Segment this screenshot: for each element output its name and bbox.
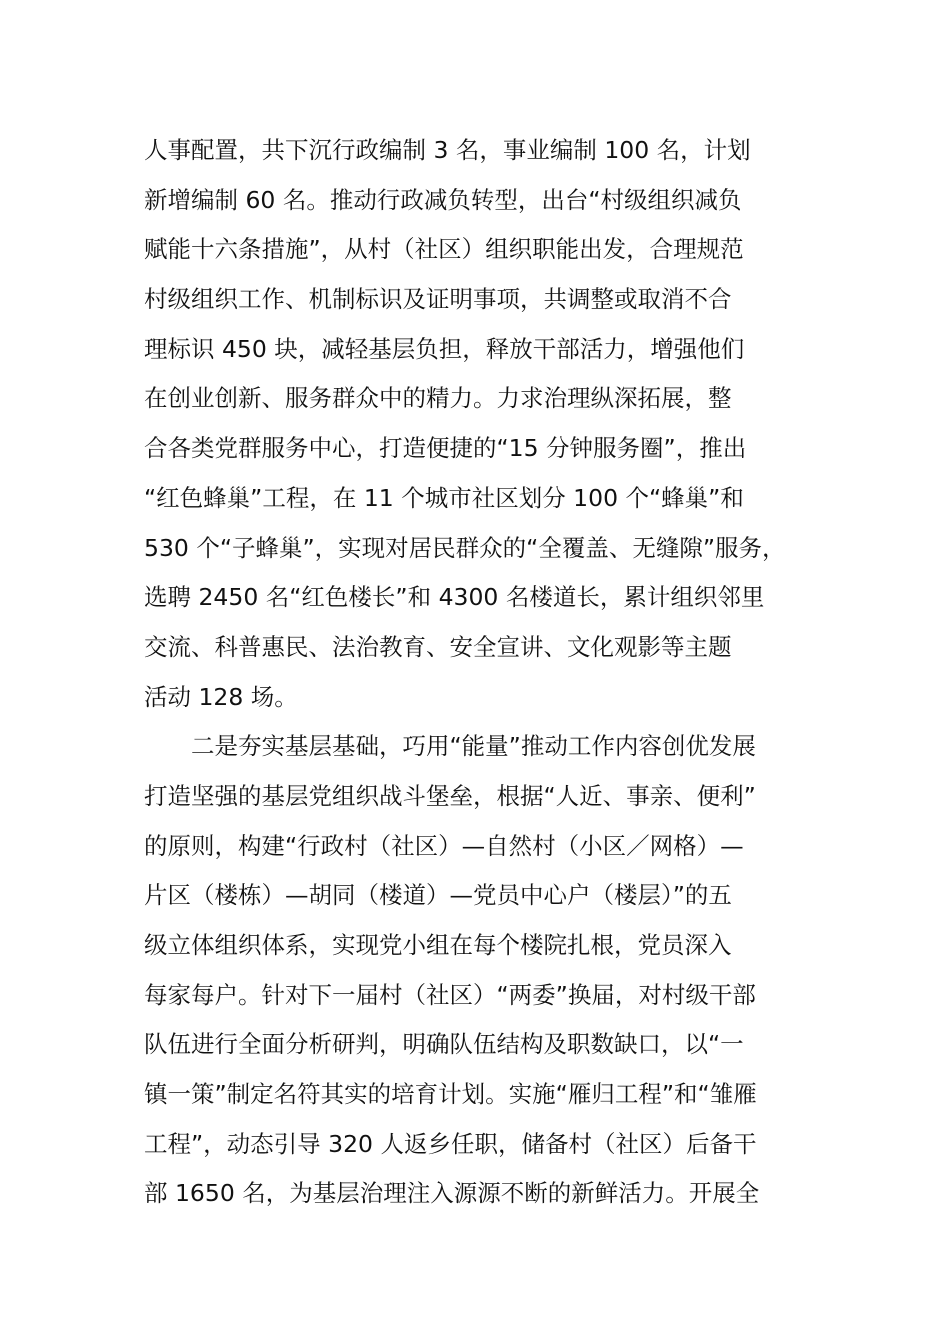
document-body — [144, 126, 844, 1219]
paragraph-2 — [144, 722, 844, 1219]
text-line: 交流、科普惠民、法治教育、安全宣讲、文化观影等主题 — [144, 632, 732, 661]
text-line: 新增编制 60 名。推动行政减负转型，出台“村级组织减负 — [144, 185, 742, 214]
text-line: 队伍进行全面分析研判，明确队伍结构及职数缺口，以“一 — [144, 1030, 744, 1059]
text-line: 530 个“子蜂巢”，实现对居民群众的“全覆盖、无缝隙”服务， — [144, 533, 786, 562]
text-line: 部 1650 名，为基层治理注入源源不断的新鲜活力。开展全 — [144, 1179, 760, 1208]
text-line: 选聘 2450 名“红色楼长”和 4300 名楼道长，累计组织邻里 — [144, 583, 765, 612]
text-line: 活动 128 场。 — [144, 682, 298, 711]
text-line: 在创业创新、服务群众中的精力。力求治理纵深拓展，整 — [144, 384, 732, 413]
text-line: 的原则，构建“行政村（社区）—自然村（小区／网格）— — [144, 831, 744, 860]
text-line: 合各类党群服务中心，打造便捷的“15 分钟服务圈”，推出 — [144, 434, 747, 463]
text-line: 打造坚强的基层党组织战斗堡垒，根据“人近、事亲、便利” — [144, 781, 756, 810]
text-line: 每家每户。针对下一届村（社区）“两委”换届，对村级干部 — [144, 980, 756, 1009]
text-line: 片区（楼栋）—胡同（楼道）—党员中心户（楼层）”的五 — [144, 881, 732, 910]
text-line: 赋能十六条措施”，从村（社区）组织职能出发，合理规范 — [144, 235, 744, 264]
text-line: 人事配置，共下沉行政编制 3 名，事业编制 100 名，计划 — [144, 136, 751, 164]
text-line: 理标识 450 块，减轻基层负担，释放干部活力，增强他们 — [144, 334, 745, 363]
text-line: 工程”，动态引导 320 人返乡任职，储备村（社区）后备干 — [144, 1129, 757, 1158]
text-line-indented: 二是夯实基层基础，巧用“能量”推动工作内容创优发展 — [191, 732, 756, 761]
text-line: “红色蜂巢”工程，在 11 个城市社区划分 100 个“蜂巢”和 — [144, 483, 744, 512]
text-line: 镇一策”制定名符其实的培育计划。实施“雁归工程”和“雏雁 — [144, 1080, 757, 1109]
text-line: 级立体组织体系，实现党小组在每个楼院扎根，党员深入 — [144, 931, 732, 959]
text-line: 村级组织工作、机制标识及证明事项，共调整或取消不合 — [144, 285, 732, 314]
paragraph-1 — [144, 126, 844, 722]
